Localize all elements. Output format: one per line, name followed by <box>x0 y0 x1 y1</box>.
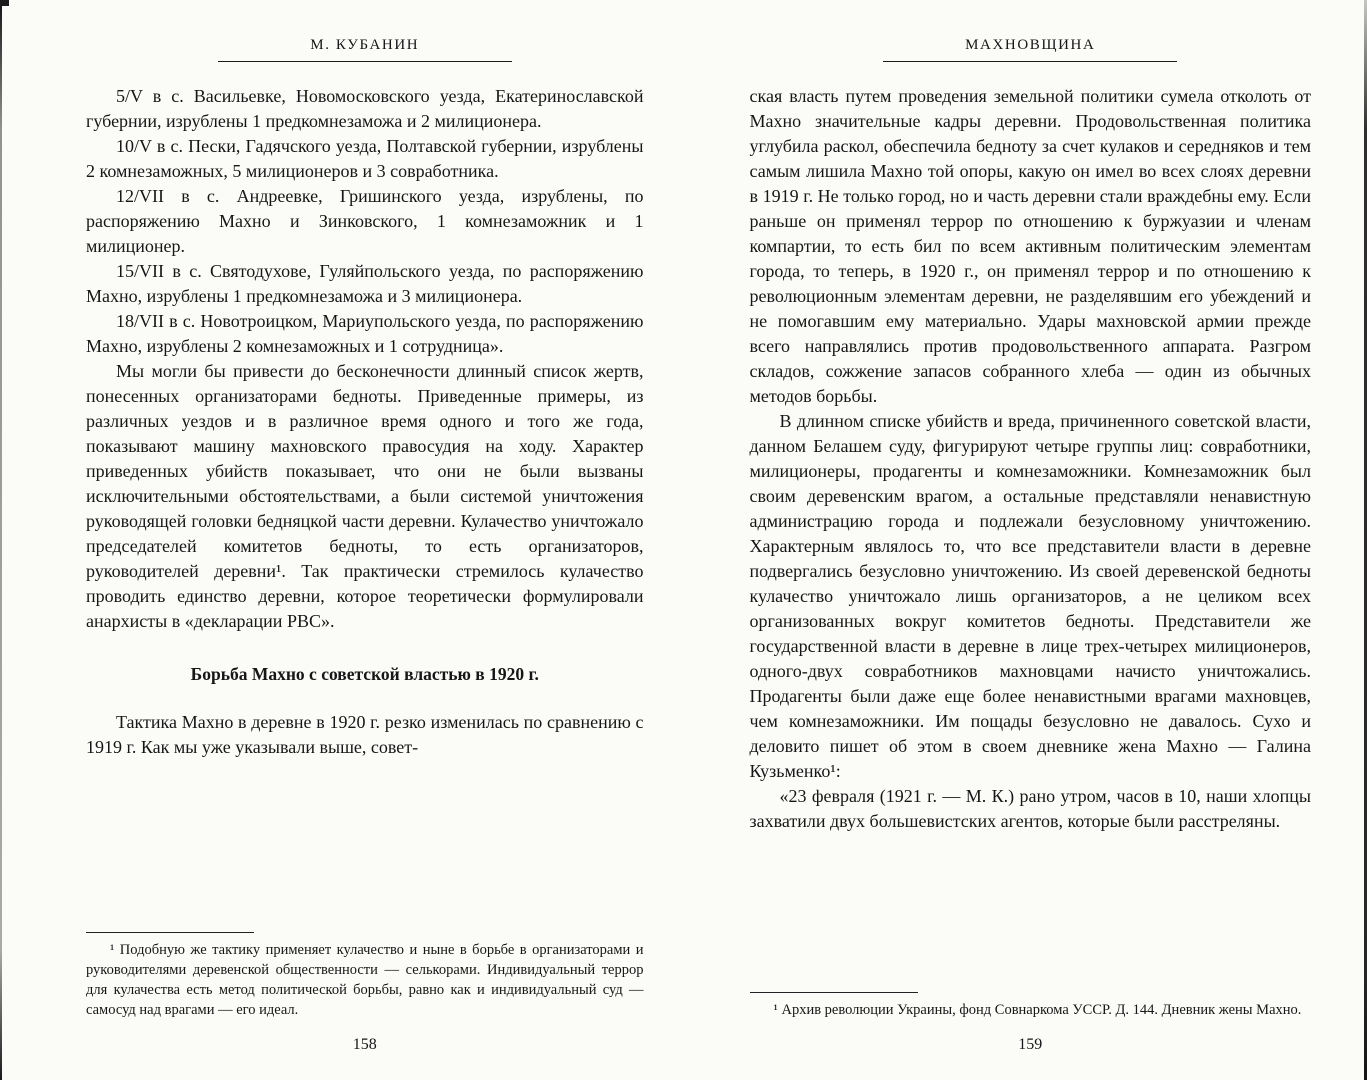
footnote-block-right <box>750 980 1312 1020</box>
running-head-right <box>750 36 1312 62</box>
paragraph: Мы могли бы привести до бесконечности длинный список жертв, понесенных организаторами бедноты. Приведенные примеры, из различных уездов и в различное время одного и того же года, показывают машину махновского правосудия на ходу. Характер приведенных убийств показывает, что они не были вызваны исключительными обстоятельствами, а были системой уничтожения руководящей головки бедняцкой части деревни. Кулачество уничтожало председателей комитетов бедноты, то есть организаторов, руководителей деревни¹. Так практически стремилось кулачество проводить единство деревни, которое теоретически формулировали анархисты в «декларации РВС». <box>86 361 644 631</box>
page-right <box>684 0 1367 1080</box>
page-number-right: 159 <box>1018 1036 1043 1053</box>
paragraph: 12/VII в с. Андреевке, Гришинского уезда, изрублены, по распоряжению Махно и Зинковского, 1 комнезаможник и 1 милиционер. <box>86 186 644 256</box>
page-right-body <box>750 84 1312 834</box>
page-number-left: 158 <box>352 1036 377 1053</box>
running-head-left <box>86 36 644 62</box>
paragraph: В длинном списке убийств и вреда, причиненного советской власти, данном Белашем суду, фигурируют четыре группы лиц: совработники, милиционеры, продагенты и комнезаможники. Комнезаможник был своим деревенским врагом, а остальные представляли ненавистную администрацию города и подлежали безусловному уничтожению. Характерным являлось то, что все представители власти в деревне подвергались безусловно уничтожению. Из своей деревенской бедноты кулачество уничтожало лишь организаторов, а не целиком всех организованных вокруг комитетов бедноты. Представители же государственной власти в деревне в лице трех-четырех милиционеров, одного-двух совработников махновцами начисто уничтожались. Продагенты были даже еще более ненавистными врагами махновцев, чем комнезаможники. Им пощады безусловно не давалось. Сухо и деловито пишет об этом в своем дневнике жена Махно — Галина Кузьменко¹: <box>749 411 1311 781</box>
paragraph: 18/VII в с. Новотроицком, Мариупольского уезда, по распоряжению Махно, изрублены 2 комнезаможных и 1 сотрудница». <box>86 311 644 356</box>
paragraph: ская власть путем проведения земельной политики сумела отколоть от Махно значительные кадры деревни. Продовольственная политика углубила раскол, обеспечила бедноту за счет кулаков и середняков и тем самым лишила Махно той опоры, какую он имел во всех слоях деревни в 1919 г. Не только город, но и часть деревни стали враждебны ему. Если раньше он применял террор по отношению к буржуазии и членам компартии, то есть бил по всем активным политическим элементам города, то теперь, в 1920 г., он применял террор и по отношению к революционным элементам деревни, не разделявшим его убеждений и не помогавшим ему материально. Удары махновской армии прежде всего направлялись против продовольственного аппарата. Разгром складов, сожжение запасов собранного хлеба — один из обычных методов борьбы. <box>749 86 1311 406</box>
footnote-block-left <box>86 920 644 1020</box>
paragraph: 5/V в с. Васильевке, Новомосковского уезда, Екатеринославской губернии, изрублены 1 предкомнезаможа и 2 милиционера. <box>86 86 644 131</box>
scan-edge-left <box>0 0 2 1080</box>
page-left-body <box>86 84 644 760</box>
footnote: ¹ Подобную же тактику применяет кулачество и ныне в борьбе в организаторами и руководителями деревенской общественности — селькорами. Индивидуальный террор для кулачества есть метод политической борьбы, равно как и индивидуальный суд — самосуд над врагами — его идеал. <box>86 942 644 1018</box>
paragraph: 15/VII в с. Святодухове, Гуляйпольского уезда, по распоряжению Махно, изрублены 1 предкомнезаможа и 3 милиционера. <box>86 261 644 306</box>
section-heading: Борьба Махно с советской властью в 1920 г. <box>190 664 539 684</box>
running-head-left-title: М. КУБАНИН <box>218 37 512 62</box>
paragraph: Тактика Махно в деревне в 1920 г. резко изменилась по сравнению с 1919 г. Как мы уже указывали выше, совет- <box>86 712 644 757</box>
footnote-rule <box>86 932 254 933</box>
scan-corner-artifact <box>0 0 9 6</box>
paragraph: 10/V в с. Пески, Гадячского уезда, Полтавской губернии, изрублены 2 комнезаможных, 5 милиционеров и 3 совработника. <box>86 136 644 181</box>
running-head-right-title: МАХНОВЩИНА <box>883 37 1177 62</box>
footnote-rule <box>750 992 918 993</box>
footnote: ¹ Архив революции Украины, фонд Совнаркома УССР. Д. 144. Дневник жены Махно. <box>773 1002 1302 1018</box>
paragraph: «23 февраля (1921 г. — М. К.) рано утром, часов в 10, наши хлопцы захватили двух большевистских агентов, которые были расстреляны. <box>749 786 1311 831</box>
